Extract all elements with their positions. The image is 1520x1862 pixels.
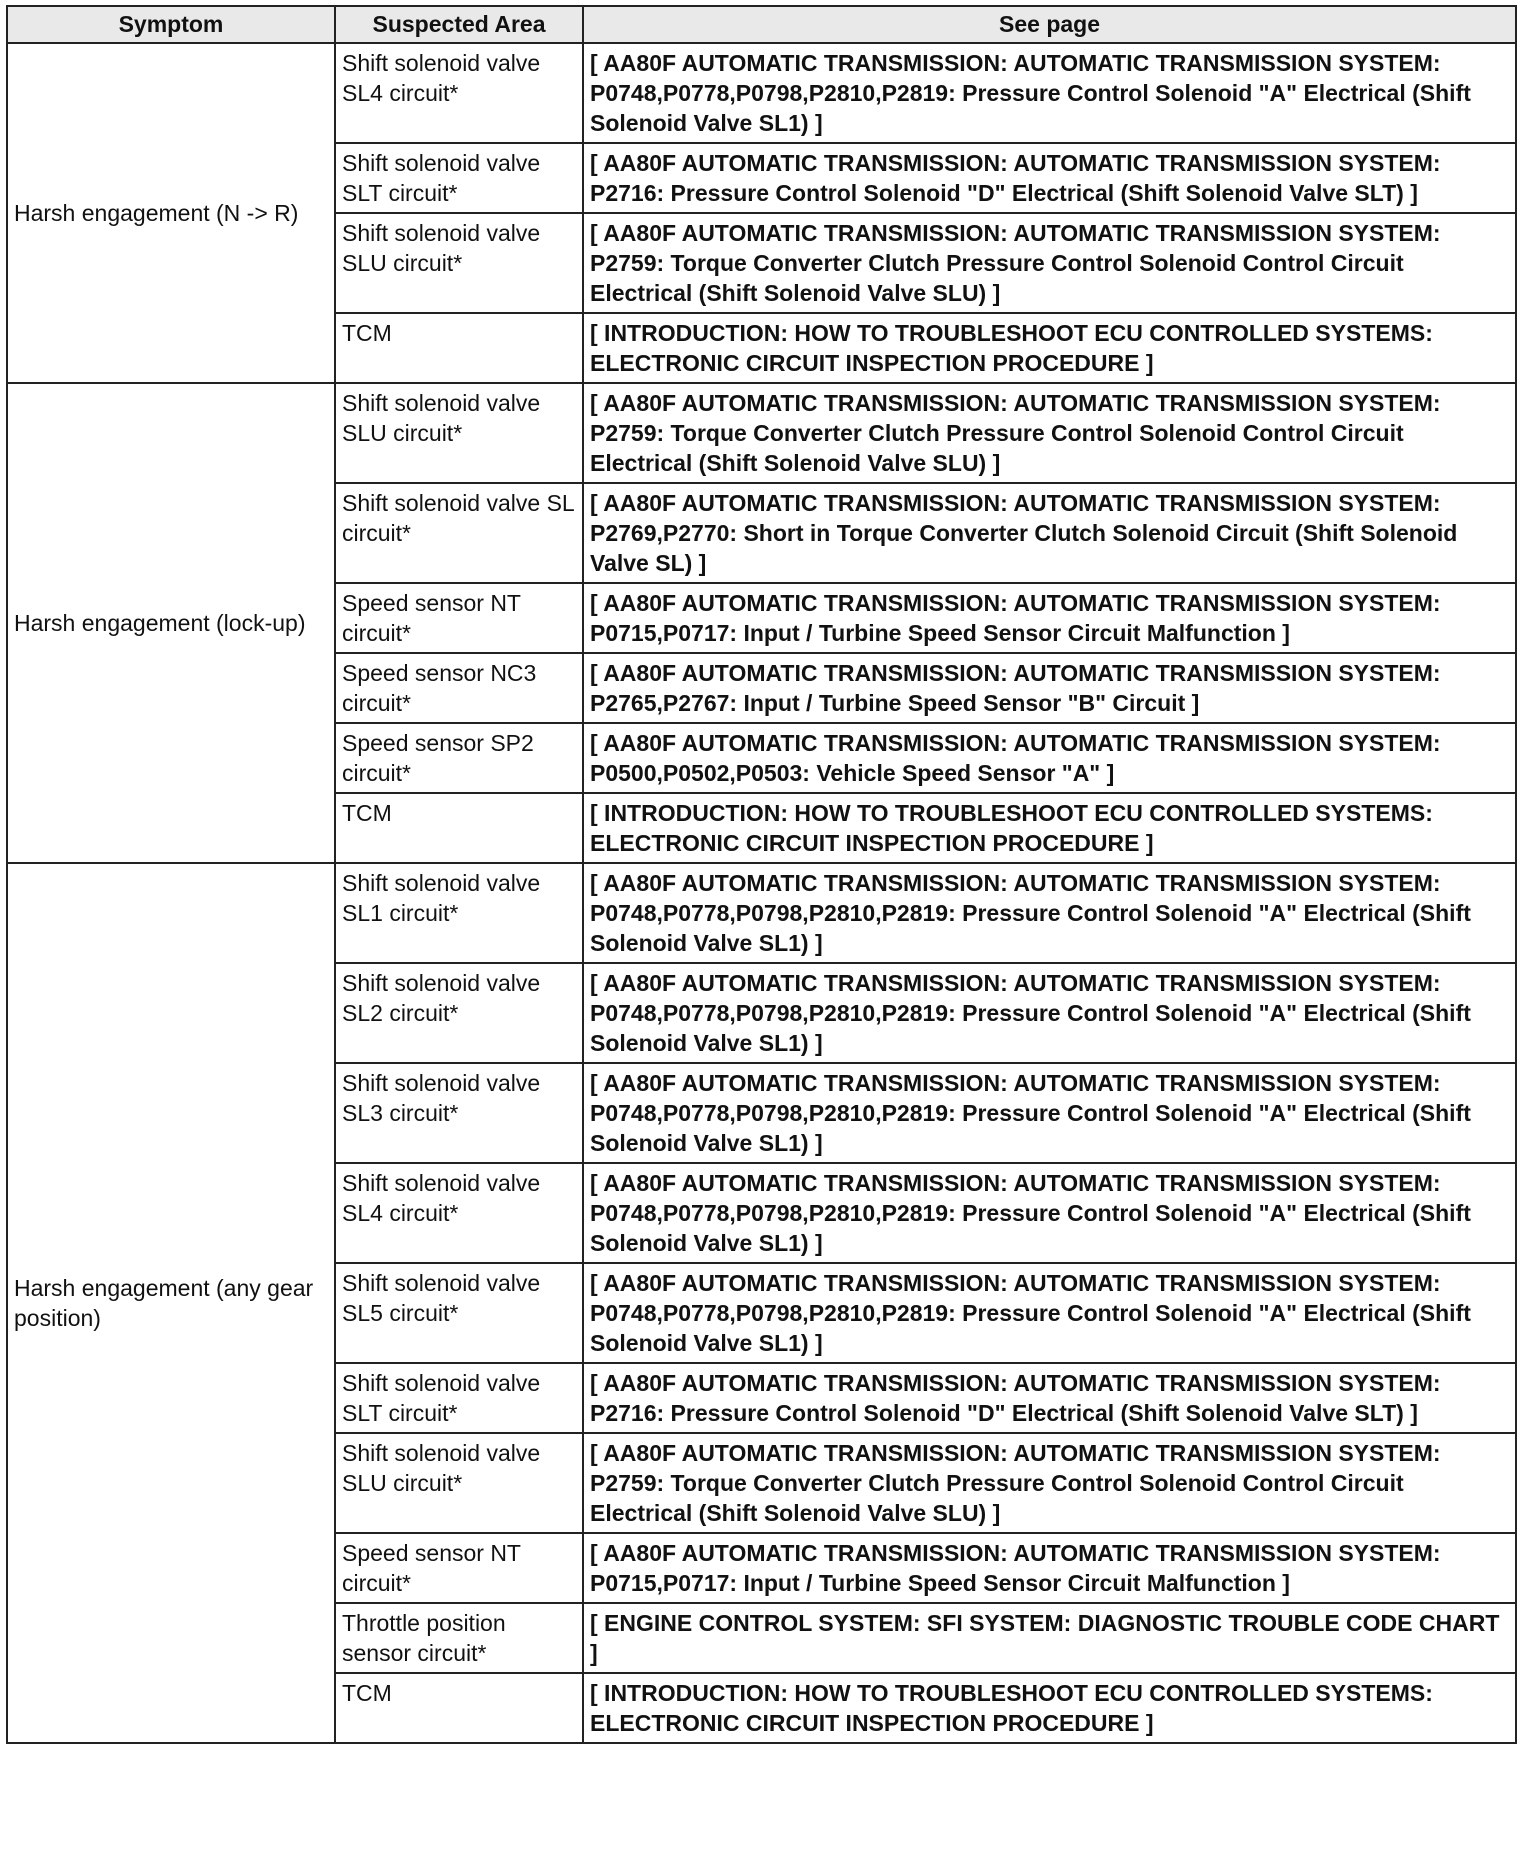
see-page-reference[interactable]: [ AA80F AUTOMATIC TRANSMISSION: AUTOMATIC TRANSMISSION SYSTEM: P0748,P0778,P0798,P2810,P2819: Pressure Control Solenoid "A" Electrical (Shift Solenoid Valve SL1) ] — [583, 1163, 1516, 1263]
symptom-cell: Harsh engagement (N -> R) — [7, 43, 335, 383]
suspected-area-cell: Shift solenoid valve SL5 circuit* — [335, 1263, 583, 1363]
see-page-reference[interactable]: [ AA80F AUTOMATIC TRANSMISSION: AUTOMATIC TRANSMISSION SYSTEM: P2759: Torque Converter Clutch Pressure Control Solenoid Control Circuit Electrical (Shift Solenoid Valve SLU) ] — [583, 1433, 1516, 1533]
suspected-area-cell: Speed sensor NC3 circuit* — [335, 653, 583, 723]
see-page-reference[interactable]: [ AA80F AUTOMATIC TRANSMISSION: AUTOMATIC TRANSMISSION SYSTEM: P2769,P2770: Short in Torque Converter Clutch Solenoid Circuit (Shift Solenoid Valve SL) ] — [583, 483, 1516, 583]
see-page-reference[interactable]: [ AA80F AUTOMATIC TRANSMISSION: AUTOMATIC TRANSMISSION SYSTEM: P0715,P0717: Input / Turbine Speed Sensor Circuit Malfunction ] — [583, 1533, 1516, 1603]
see-page-reference[interactable]: [ AA80F AUTOMATIC TRANSMISSION: AUTOMATIC TRANSMISSION SYSTEM: P0748,P0778,P0798,P2810,P2819: Pressure Control Solenoid "A" Electrical (Shift Solenoid Valve SL1) ] — [583, 863, 1516, 963]
table-row — [7, 383, 1516, 483]
suspected-area-cell: Speed sensor SP2 circuit* — [335, 723, 583, 793]
suspected-area-cell: TCM — [335, 1673, 583, 1743]
troubleshooting-table-container — [6, 5, 1515, 1744]
header-row — [7, 6, 1516, 43]
suspected-area-cell: Speed sensor NT circuit* — [335, 583, 583, 653]
header-suspected-area: Suspected Area — [335, 6, 583, 43]
table-body — [7, 43, 1516, 1743]
suspected-area-cell: Shift solenoid valve SLU circuit* — [335, 213, 583, 313]
symptom-cell: Harsh engagement (lock-up) — [7, 383, 335, 863]
suspected-area-cell: Shift solenoid valve SLU circuit* — [335, 383, 583, 483]
suspected-area-cell: TCM — [335, 313, 583, 383]
header-see-page: See page — [583, 6, 1516, 43]
see-page-reference[interactable]: [ AA80F AUTOMATIC TRANSMISSION: AUTOMATIC TRANSMISSION SYSTEM: P2716: Pressure Control Solenoid "D" Electrical (Shift Solenoid Valve SLT) ] — [583, 1363, 1516, 1433]
header-symptom: Symptom — [7, 6, 335, 43]
suspected-area-cell: Shift solenoid valve SL1 circuit* — [335, 863, 583, 963]
table-row — [7, 43, 1516, 143]
see-page-reference[interactable]: [ ENGINE CONTROL SYSTEM: SFI SYSTEM: DIAGNOSTIC TROUBLE CODE CHART ] — [583, 1603, 1516, 1673]
suspected-area-cell: Throttle position sensor circuit* — [335, 1603, 583, 1673]
see-page-reference[interactable]: [ AA80F AUTOMATIC TRANSMISSION: AUTOMATIC TRANSMISSION SYSTEM: P0748,P0778,P0798,P2810,P2819: Pressure Control Solenoid "A" Electrical (Shift Solenoid Valve SL1) ] — [583, 1263, 1516, 1363]
suspected-area-cell: Speed sensor NT circuit* — [335, 1533, 583, 1603]
see-page-reference[interactable]: [ AA80F AUTOMATIC TRANSMISSION: AUTOMATIC TRANSMISSION SYSTEM: P0500,P0502,P0503: Vehicle Speed Sensor "A" ] — [583, 723, 1516, 793]
see-page-reference[interactable]: [ AA80F AUTOMATIC TRANSMISSION: AUTOMATIC TRANSMISSION SYSTEM: P0748,P0778,P0798,P2810,P2819: Pressure Control Solenoid "A" Electrical (Shift Solenoid Valve SL1) ] — [583, 43, 1516, 143]
suspected-area-cell: Shift solenoid valve SL3 circuit* — [335, 1063, 583, 1163]
suspected-area-cell: Shift solenoid valve SL4 circuit* — [335, 1163, 583, 1263]
see-page-reference[interactable]: [ INTRODUCTION: HOW TO TROUBLESHOOT ECU CONTROLLED SYSTEMS: ELECTRONIC CIRCUIT INSPECTION PROCEDURE ] — [583, 313, 1516, 383]
suspected-area-cell: Shift solenoid valve SL2 circuit* — [335, 963, 583, 1063]
see-page-reference[interactable]: [ AA80F AUTOMATIC TRANSMISSION: AUTOMATIC TRANSMISSION SYSTEM: P0715,P0717: Input / Turbine Speed Sensor Circuit Malfunction ] — [583, 583, 1516, 653]
suspected-area-cell: Shift solenoid valve SL4 circuit* — [335, 43, 583, 143]
symptom-table — [6, 5, 1517, 1744]
see-page-reference[interactable]: [ AA80F AUTOMATIC TRANSMISSION: AUTOMATIC TRANSMISSION SYSTEM: P2759: Torque Converter Clutch Pressure Control Solenoid Control Circuit Electrical (Shift Solenoid Valve SLU) ] — [583, 383, 1516, 483]
suspected-area-cell: TCM — [335, 793, 583, 863]
see-page-reference[interactable]: [ AA80F AUTOMATIC TRANSMISSION: AUTOMATIC TRANSMISSION SYSTEM: P0748,P0778,P0798,P2810,P2819: Pressure Control Solenoid "A" Electrical (Shift Solenoid Valve SL1) ] — [583, 963, 1516, 1063]
suspected-area-cell: Shift solenoid valve SLT circuit* — [335, 143, 583, 213]
see-page-reference[interactable]: [ AA80F AUTOMATIC TRANSMISSION: AUTOMATIC TRANSMISSION SYSTEM: P2765,P2767: Input / Turbine Speed Sensor "B" Circuit ] — [583, 653, 1516, 723]
see-page-reference[interactable]: [ AA80F AUTOMATIC TRANSMISSION: AUTOMATIC TRANSMISSION SYSTEM: P2716: Pressure Control Solenoid "D" Electrical (Shift Solenoid Valve SLT) ] — [583, 143, 1516, 213]
see-page-reference[interactable]: [ INTRODUCTION: HOW TO TROUBLESHOOT ECU CONTROLLED SYSTEMS: ELECTRONIC CIRCUIT INSPECTION PROCEDURE ] — [583, 1673, 1516, 1743]
suspected-area-cell: Shift solenoid valve SL circuit* — [335, 483, 583, 583]
see-page-reference[interactable]: [ AA80F AUTOMATIC TRANSMISSION: AUTOMATIC TRANSMISSION SYSTEM: P2759: Torque Converter Clutch Pressure Control Solenoid Control Circuit Electrical (Shift Solenoid Valve SLU) ] — [583, 213, 1516, 313]
suspected-area-cell: Shift solenoid valve SLU circuit* — [335, 1433, 583, 1533]
suspected-area-cell: Shift solenoid valve SLT circuit* — [335, 1363, 583, 1433]
see-page-reference[interactable]: [ INTRODUCTION: HOW TO TROUBLESHOOT ECU CONTROLLED SYSTEMS: ELECTRONIC CIRCUIT INSPECTION PROCEDURE ] — [583, 793, 1516, 863]
table-row — [7, 863, 1516, 963]
symptom-cell: Harsh engagement (any gear position) — [7, 863, 335, 1743]
see-page-reference[interactable]: [ AA80F AUTOMATIC TRANSMISSION: AUTOMATIC TRANSMISSION SYSTEM: P0748,P0778,P0798,P2810,P2819: Pressure Control Solenoid "A" Electrical (Shift Solenoid Valve SL1) ] — [583, 1063, 1516, 1163]
